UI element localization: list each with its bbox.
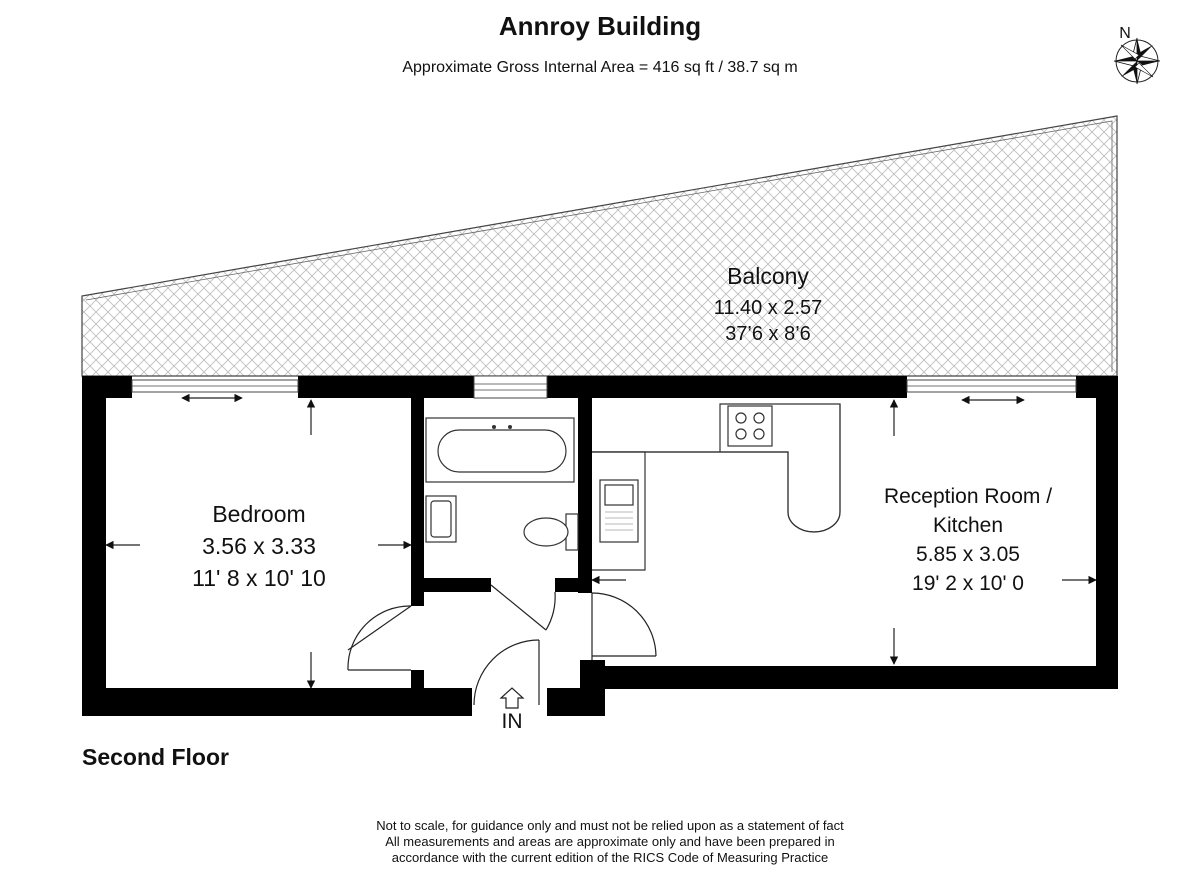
bedroom-metric-size: 3.56 x 3.33 [202, 533, 316, 559]
reception-metric-size: 5.85 x 3.05 [916, 543, 1020, 566]
sink-icon [600, 480, 638, 542]
hob-icon [728, 406, 772, 446]
disclaimer-line-1: Not to scale, for guidance only and must not be relied upon as a statement of fact [376, 818, 844, 833]
gross-internal-area: Approximate Gross Internal Area = 416 sq ft / 38.7 sq m [402, 59, 798, 76]
compass-icon [1114, 25, 1160, 84]
disclaimer-line-2: All measurements and areas are approximate only and have been prepared in [385, 834, 835, 849]
plan-title: Annroy Building [498, 11, 702, 41]
reception-name-line2: Kitchen [932, 514, 1004, 537]
balcony-metric-size: 11.40 x 2.57 [713, 297, 823, 319]
entrance-arrow-icon [501, 688, 523, 708]
reception-imperial-size: 19' 2 x 10' 0 [912, 572, 1024, 595]
compass-north-label: N [1119, 25, 1131, 42]
floor-label: Second Floor [82, 744, 229, 770]
balcony-imperial-size: 37’6 x 8’6 [725, 323, 811, 345]
bathtub-icon [426, 418, 574, 482]
balcony-area [82, 116, 1117, 376]
bedroom-imperial-size: 11' 8 x 10' 10 [192, 565, 326, 591]
disclaimer-line-3: accordance with the current edition of the RICS Code of Measuring Practice [391, 850, 829, 865]
bedroom-name: Bedroom [212, 501, 306, 527]
entrance-label: IN [501, 710, 523, 733]
basin-icon [426, 496, 456, 542]
reception-name-line1: Reception Room / [883, 485, 1053, 508]
balcony-name: Balcony [727, 263, 809, 289]
